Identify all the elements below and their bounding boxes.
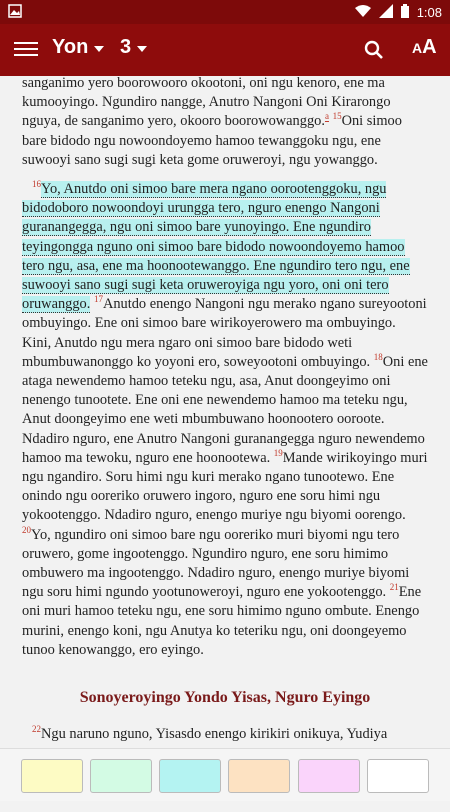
- highlight-color-pink[interactable]: [298, 759, 360, 793]
- battery-icon: [401, 4, 409, 21]
- highlight-color-orange[interactable]: [228, 759, 290, 793]
- verse-text[interactable]: Ngu naruno nguno, Yisasdo enengo kirikiri onikuya, Yudiya: [41, 726, 388, 743]
- highlight-color-green[interactable]: [90, 759, 152, 793]
- verse-number: 17: [93, 294, 103, 305]
- chapter-selector[interactable]: [120, 36, 147, 59]
- highlight-color-yellow[interactable]: [21, 759, 83, 793]
- chevron-down-icon: [137, 46, 147, 52]
- clock-text: 1:08: [416, 5, 442, 20]
- menu-icon[interactable]: [14, 38, 38, 62]
- book-selector[interactable]: [52, 36, 104, 59]
- verse-text[interactable]: Oni ene ataga newendemo hamoo teteku ngu, asa, Anut doongeyimo oni nenengo tunootete. Ene oni ene newendemo hamoo ma teteku ngu, Anut doongeyimo ene weti mbumbuwano hoonootero ooroote. Ndadiro nguro, ene Anutro Nangoni guranangegga nguro newendemo hamoo ma tewoku, nguro ene hoonootewa.: [22, 353, 428, 466]
- verse-text: sanganimo yero boorowooro okootoni, oni ngu kenoro, ene ma kumooyingo. Ngundiro nangge, Anutro Nangoni Oni Kirarongo nguya, de sanganimo yero, okooro boorowowanggo.: [22, 75, 391, 130]
- section-heading: Sonoyeroyingo Yondo Yisas, Nguro Eyingo: [79, 689, 371, 707]
- verse-text[interactable]: Mande wirikoyingo muri ngu ngandiro. Soru himi ngu kuri merako ngano tunootewo. Ene onindo ngu ooreriko oruwero ingoro, nguro ene soru himi ngu yokootenggo. Ndadiro nguro, enengo muriye ngu biyomi oorengo.: [22, 449, 428, 524]
- verse-number: 20: [22, 524, 31, 535]
- wifi-icon: [355, 4, 371, 21]
- signal-icon: [379, 4, 393, 21]
- highlight-color-cyan[interactable]: [159, 759, 221, 793]
- paragraph: [22, 74, 428, 170]
- verse-number: 22: [32, 724, 41, 735]
- gallery-icon: [8, 4, 22, 21]
- chevron-down-icon: [94, 46, 104, 52]
- verse-number: 18: [373, 352, 383, 363]
- verse-text: Oni simoo bare bidodo ngu nowoondoyemo hamoo tewanggoku ngu, ene suwooyi sano sugi sugi keta gome oruweroyi, ngu yowanggo.: [22, 113, 402, 168]
- bible-text-view[interactable]: [0, 76, 450, 748]
- chapter-number: 3: [120, 36, 132, 58]
- verse-number: 19: [273, 448, 283, 459]
- book-name: Yon: [52, 36, 89, 58]
- verse-text[interactable]: Ene oni muri hamoo teteku ngu, ene soru himimo nguno ombute. Enengo murini, enengo koni, ngu Anutya ko teteriku ngu, oni doongeyemo tunoo kenowanggo, ero eyingo.: [22, 584, 422, 658]
- text-size-button[interactable]: AA: [412, 36, 437, 58]
- highlight-color-bar: [0, 748, 450, 801]
- paragraph: [22, 180, 428, 660]
- status-bar: [0, 0, 450, 24]
- verse-number: 21: [389, 582, 399, 593]
- verse-number: 15: [332, 111, 342, 122]
- highlight-color-white[interactable]: [367, 759, 429, 793]
- verse-number: 16: [32, 179, 41, 190]
- highlighted-verse-text[interactable]: Yo, Anutdo oni simoo bare mera ngano oorootenggoku, ngu bidodoboro nowoondoyi urungga tero, nguro enengo Nangoni guranangegga, ngu oni simoo bare yunoyingo. Ene ngundiro teyingongga nguno oni simoo bare bidodo nowoondoyemo hamoo tero ngu, asa, ene ma hoonootewanggo. Ene ngundiro tero ngu, ene suwooyi sano sugi sugi keta oruweroyiga ngu yoro, oni oni tero oruwanggo.: [22, 181, 410, 313]
- search-icon[interactable]: [362, 38, 386, 62]
- app-toolbar: [0, 24, 450, 76]
- verse-text[interactable]: Anutdo enengo Nangoni ngu merako ngano sureyootoni ombuyingo. Ene oni simoo bare wirikoyerowero ma ombuyingo. Kini, Anutdo ngu mera ngaro oni simoo bare bidodo weti mbumbuwanonggo ko yoyoni ero, soweyootoni ombuyingo.: [22, 296, 427, 370]
- footnote-marker[interactable]: a: [324, 111, 329, 122]
- verse-text[interactable]: Yo, ngundiro oni simoo bare ngu ooreriko muri biyomi ngu tero oruwero, gome ingootenggo. Ngundiro nguro, ene soru himimo ombuwero ma ingootenggo. Ndadiro nguro, enengo muriye biyomi ngu soru himi ngundo yootunoweroyi, nguro ene yokootenggo.: [22, 526, 410, 601]
